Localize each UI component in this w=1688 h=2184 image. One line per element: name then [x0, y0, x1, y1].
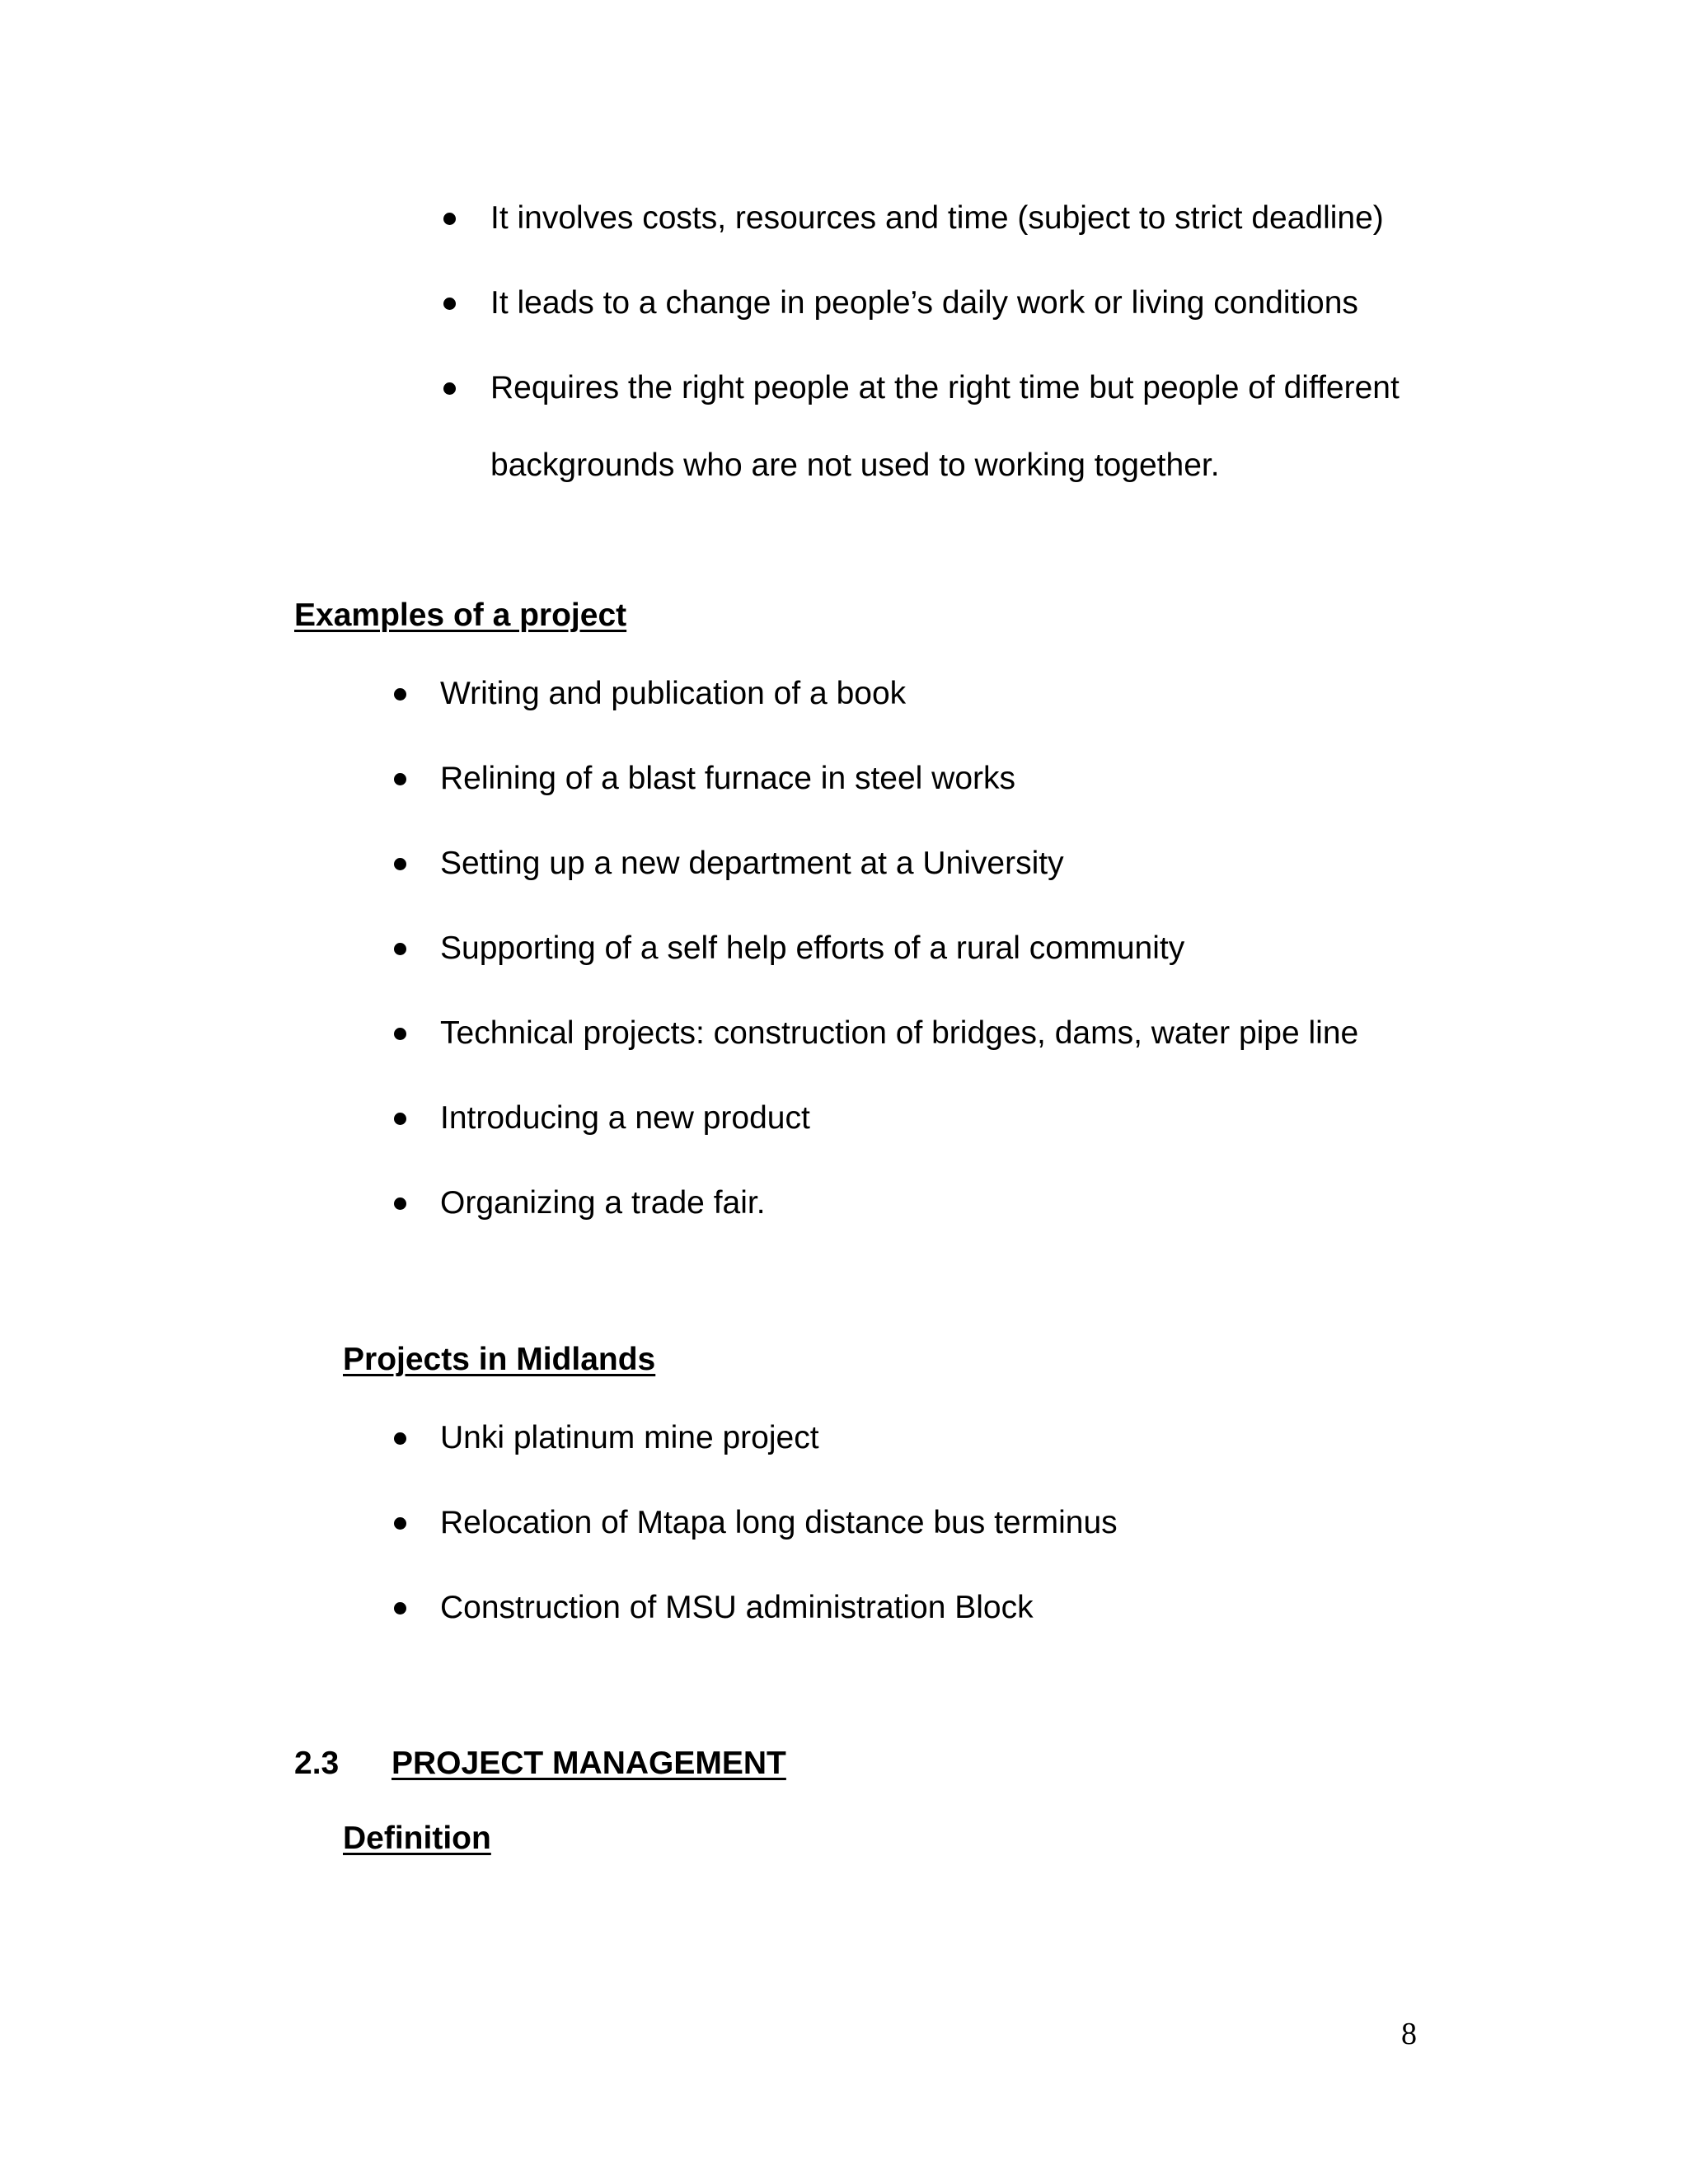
bullet-icon [443, 213, 456, 225]
list-item: Writing and publication of a book [440, 676, 907, 711]
list-item: Setting up a new department at a University [440, 846, 1064, 881]
list-item: Supporting of a self help efforts of a rural community [440, 930, 1185, 966]
bullet-icon [394, 1517, 406, 1530]
bullet-icon [394, 1113, 406, 1125]
section-title: PROJECT MANAGEMENT [392, 1746, 786, 1781]
list-item: Technical projects: construction of bridges, dams, water pipe line [440, 1015, 1359, 1051]
bullet-icon [443, 298, 456, 310]
page-number: 8 [1401, 2017, 1417, 2051]
bullet-icon [394, 1028, 406, 1040]
midlands-heading: Projects in Midlands [343, 1342, 656, 1377]
bullet-icon [394, 943, 406, 955]
bullet-icon [394, 858, 406, 870]
section-number: 2.3 [294, 1746, 340, 1781]
bullet-icon [443, 382, 456, 395]
list-item: It leads to a change in people’s daily work or living conditions [490, 285, 1358, 321]
list-item: Relocation of Mtapa long distance bus terminus [440, 1505, 1118, 1540]
bullet-icon [394, 1602, 406, 1615]
list-item: Construction of MSU administration Block [440, 1590, 1034, 1625]
bullet-icon [394, 688, 406, 701]
examples-heading: Examples of a project [294, 598, 627, 633]
list-item: Relining of a blast furnace in steel works [440, 761, 1016, 796]
list-item: It involves costs, resources and time (subject to strict deadline) [490, 200, 1384, 236]
list-item: Introducing a new product [440, 1100, 810, 1136]
bullet-icon [394, 773, 406, 785]
list-item: Unki platinum mine project [440, 1420, 819, 1455]
list-item: Requires the right people at the right time but people of different [490, 370, 1400, 405]
list-item: Organizing a trade fair. [440, 1185, 766, 1221]
list-item-continuation: backgrounds who are not used to working together. [490, 448, 1220, 483]
bullet-icon [394, 1432, 406, 1445]
definition-heading: Definition [343, 1821, 491, 1856]
bullet-icon [394, 1197, 406, 1210]
